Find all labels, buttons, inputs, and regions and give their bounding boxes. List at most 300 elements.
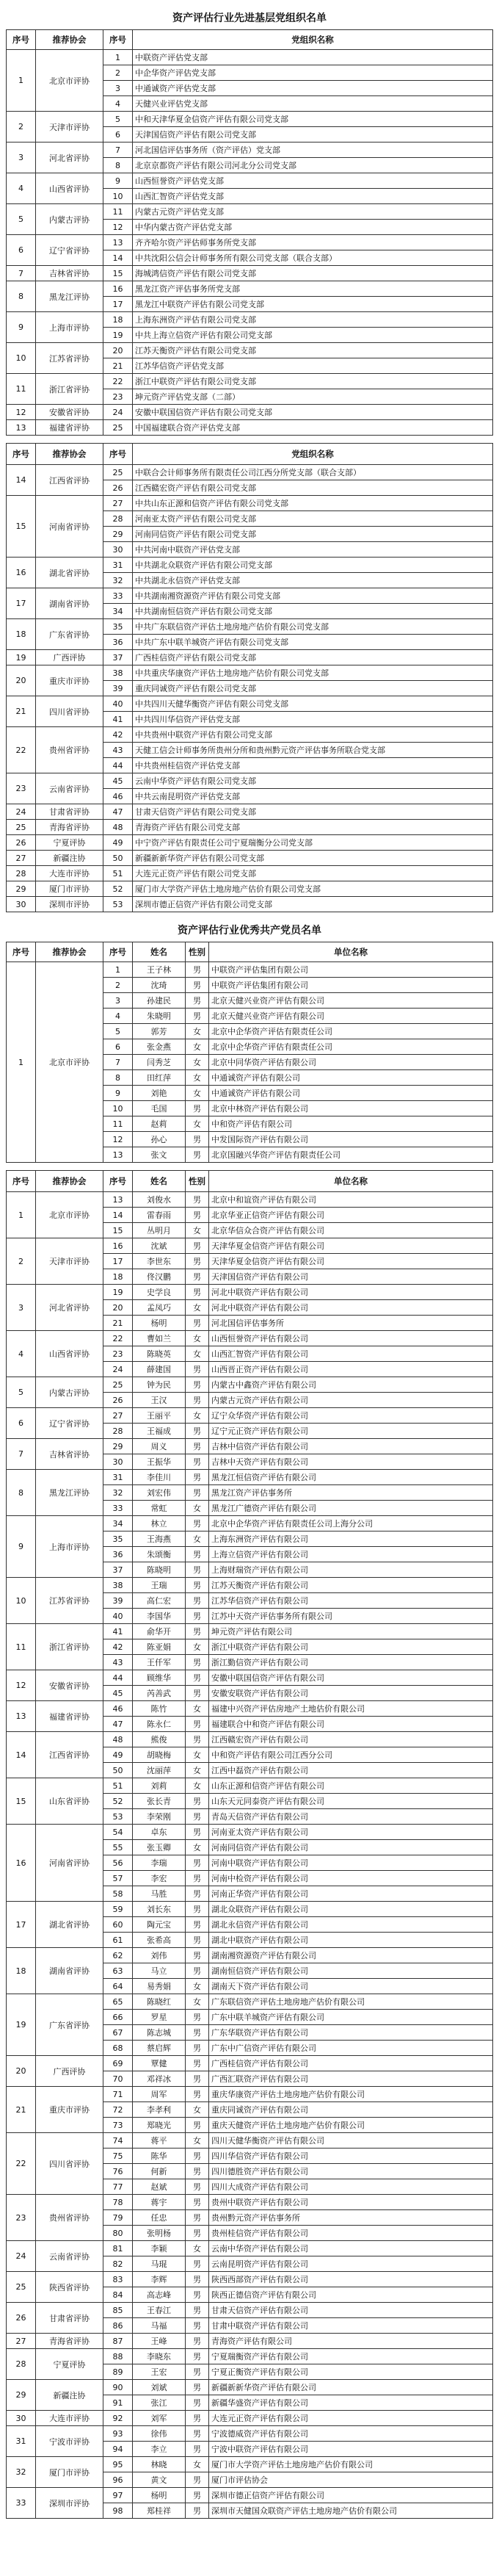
person-name: 陈竹 <box>133 1701 186 1717</box>
group-index: 20 <box>7 665 36 696</box>
person-name: 史学良 <box>133 1285 186 1300</box>
person-name: 朱晓明 <box>133 1009 186 1024</box>
person-name: 王瑞 <box>133 1578 186 1593</box>
group-index: 19 <box>7 650 36 665</box>
person-name: 佟汉鹏 <box>133 1269 186 1285</box>
org-table-2-body <box>7 465 493 912</box>
association-name: 青海省评协 <box>36 2334 103 2349</box>
gender: 男 <box>186 2071 209 2087</box>
row-index: 68 <box>103 2041 133 2056</box>
row-index: 8 <box>103 1070 133 1086</box>
gender: 男 <box>186 2041 209 2056</box>
gender: 男 <box>186 1732 209 1747</box>
row-index: 23 <box>103 389 133 405</box>
company-name: 内蒙古元资产评估有限公司 <box>209 1393 493 1408</box>
gender: 男 <box>186 1454 209 1470</box>
group-index: 32 <box>7 2457 36 2488</box>
row-index: 12 <box>103 220 133 235</box>
company-name: 厦门市评估协会 <box>209 2472 493 2488</box>
row-index: 56 <box>103 1855 133 1871</box>
row-index: 54 <box>103 1825 133 1840</box>
row-index: 43 <box>103 1655 133 1670</box>
person-name: 马胜 <box>133 1886 186 1902</box>
person-name: 卓东 <box>133 1825 186 1840</box>
group-index: 28 <box>7 2349 36 2380</box>
row-index: 13 <box>103 1192 133 1208</box>
association-name: 云南省评协 <box>36 2241 103 2272</box>
table-row <box>7 804 493 820</box>
header-org-name: 党组织名称 <box>133 444 493 465</box>
gender: 男 <box>186 1825 209 1840</box>
header-index: 序号 <box>7 444 36 465</box>
gender: 男 <box>186 1547 209 1562</box>
member-table-2-header <box>7 1171 493 1192</box>
row-index: 50 <box>103 1763 133 1778</box>
association-name: 天津市评协 <box>36 112 103 142</box>
row-index: 41 <box>103 712 133 727</box>
org-name: 中共广东中联羊城资产评估有限公司党支部 <box>133 635 493 650</box>
row-index: 24 <box>103 1362 133 1377</box>
gender: 男 <box>186 1809 209 1825</box>
table-row <box>7 1902 493 1917</box>
gender: 女 <box>186 1346 209 1362</box>
table-row <box>7 266 493 281</box>
company-name: 广西汇联资产评估有限公司 <box>209 2071 493 2087</box>
company-name: 安徽中联国信资产评估有限公司 <box>209 1670 493 1686</box>
org-name: 河南亚太资产评估有限公司党支部 <box>133 511 493 527</box>
row-index: 74 <box>103 2133 133 2149</box>
row-index: 17 <box>103 1254 133 1269</box>
gender: 女 <box>186 1763 209 1778</box>
person-name: 张长青 <box>133 1794 186 1809</box>
row-index: 86 <box>103 2318 133 2334</box>
association-name: 甘肃省评协 <box>36 804 103 820</box>
row-index: 59 <box>103 1902 133 1917</box>
person-name: 郑桂祥 <box>133 2503 186 2519</box>
row-index: 11 <box>103 204 133 220</box>
person-name: 陶元宝 <box>133 1917 186 1933</box>
row-index: 80 <box>103 2226 133 2241</box>
person-name: 沈琦 <box>133 978 186 993</box>
group-index: 7 <box>7 266 36 281</box>
table-row <box>7 1778 493 1794</box>
gender: 男 <box>186 2364 209 2380</box>
row-index: 14 <box>103 250 133 266</box>
header-association: 推荐协会 <box>36 444 103 465</box>
table-row <box>7 1670 493 1686</box>
group-index: 16 <box>7 558 36 588</box>
gender: 女 <box>186 1223 209 1238</box>
group-index: 28 <box>7 866 36 881</box>
person-name: 郑晓光 <box>133 2118 186 2133</box>
company-name: 四川华信资产评估有限公司 <box>209 2149 493 2164</box>
person-name: 黄文 <box>133 2472 186 2488</box>
row-index: 47 <box>103 1717 133 1732</box>
association-name: 江苏省评协 <box>36 1578 103 1624</box>
gender: 男 <box>186 2442 209 2457</box>
group-index: 19 <box>7 1994 36 2056</box>
association-name: 湖南省评协 <box>36 1948 103 1994</box>
person-name: 胡晓梅 <box>133 1747 186 1763</box>
row-index: 6 <box>103 127 133 142</box>
row-index: 87 <box>103 2334 133 2349</box>
org-name: 中共湖南恒信资产评估有限公司党支部 <box>133 604 493 619</box>
association-name: 北京市评协 <box>36 50 103 112</box>
row-index: 51 <box>103 1778 133 1794</box>
table-row <box>7 281 493 297</box>
row-index: 4 <box>103 1009 133 1024</box>
gender: 女 <box>186 1055 209 1070</box>
company-name: 深圳市天健国众联资产评估土地房地产估价有限公司 <box>209 2503 493 2519</box>
company-name: 陕西正德信资产评估有限公司 <box>209 2287 493 2303</box>
row-index: 21 <box>103 358 133 374</box>
association-name: 广西评协 <box>36 2056 103 2087</box>
gender: 男 <box>186 1670 209 1686</box>
gender: 男 <box>186 1902 209 1917</box>
row-index: 76 <box>103 2164 133 2179</box>
row-index: 81 <box>103 2241 133 2256</box>
person-name: 沈丽萍 <box>133 1763 186 1778</box>
company-name: 重庆天健资产评估土地房地产估价有限公司 <box>209 2118 493 2133</box>
association-name: 江西省评协 <box>36 1732 103 1778</box>
association-name: 青海省评协 <box>36 820 103 835</box>
row-index: 9 <box>103 1086 133 1101</box>
org-name: 上海东洲资产评估有限公司党支部 <box>133 312 493 328</box>
org-name: 海城鸿信资产评估有限公司党支部 <box>133 266 493 281</box>
group-index: 24 <box>7 2241 36 2272</box>
table-row <box>7 496 493 511</box>
gender: 女 <box>186 1531 209 1547</box>
association-name: 山东省评协 <box>36 1778 103 1825</box>
gender: 男 <box>186 2010 209 2025</box>
row-index: 91 <box>103 2395 133 2411</box>
association-name: 内蒙古评协 <box>36 1377 103 1408</box>
association-name: 福建省评协 <box>36 420 103 436</box>
person-name: 张明杨 <box>133 2226 186 2241</box>
group-index: 2 <box>7 112 36 142</box>
person-name: 刘俊水 <box>133 1192 186 1208</box>
group-index: 25 <box>7 820 36 835</box>
row-index: 19 <box>103 328 133 343</box>
row-index: 72 <box>103 2102 133 2118</box>
row-index: 33 <box>103 1501 133 1516</box>
gender: 女 <box>186 1116 209 1132</box>
person-name: 王丽平 <box>133 1408 186 1424</box>
row-index: 24 <box>103 405 133 420</box>
gender: 男 <box>186 1132 209 1147</box>
gender: 男 <box>186 962 209 978</box>
row-index: 44 <box>103 758 133 773</box>
person-name: 陈亚娟 <box>133 1639 186 1655</box>
row-index: 64 <box>103 1979 133 1994</box>
row-index: 21 <box>103 1316 133 1331</box>
association-name: 广东省评协 <box>36 1994 103 2056</box>
table-row <box>7 1238 493 1254</box>
person-name: 李立 <box>133 2442 186 2457</box>
company-name: 贵州中联资产评估有限公司 <box>209 2195 493 2210</box>
person-name: 李孝利 <box>133 2102 186 2118</box>
org-name: 内蒙古元资产评估党支部 <box>133 204 493 220</box>
row-index: 60 <box>103 1917 133 1933</box>
row-index: 79 <box>103 2210 133 2226</box>
table-row <box>7 1701 493 1717</box>
association-name: 广东省评协 <box>36 619 103 650</box>
gender: 男 <box>186 2195 209 2210</box>
group-index: 21 <box>7 696 36 727</box>
row-index: 25 <box>103 1377 133 1393</box>
association-name: 深圳市评协 <box>36 2488 103 2519</box>
row-index: 98 <box>103 2503 133 2519</box>
group-index: 4 <box>7 1331 36 1377</box>
gender: 男 <box>186 1470 209 1485</box>
row-index: 30 <box>103 1454 133 1470</box>
row-index: 63 <box>103 1963 133 1979</box>
group-index: 26 <box>7 835 36 851</box>
header-index: 序号 <box>7 1171 36 1192</box>
gender: 男 <box>186 1362 209 1377</box>
company-name: 湖北众联资产评估有限公司 <box>209 1902 493 1917</box>
person-name: 张玉卿 <box>133 1840 186 1855</box>
gender: 男 <box>186 1516 209 1531</box>
association-name: 云南省评协 <box>36 773 103 804</box>
group-index: 12 <box>7 405 36 420</box>
org-name: 中共湖北永信资产评估党支部 <box>133 573 493 588</box>
person-name: 陈晓红 <box>133 1994 186 2010</box>
gender: 男 <box>186 2411 209 2426</box>
row-index: 35 <box>103 619 133 635</box>
person-name: 李瑞 <box>133 1855 186 1871</box>
row-index: 27 <box>103 496 133 511</box>
table-row <box>7 50 493 65</box>
org-name: 黑龙江资产评估事务所党支部 <box>133 281 493 297</box>
person-name: 罗星 <box>133 2010 186 2025</box>
row-index: 94 <box>103 2442 133 2457</box>
company-name: 北京天健兴业资产评估有限公司 <box>209 993 493 1009</box>
table-row <box>7 727 493 743</box>
header-index: 序号 <box>7 942 36 962</box>
table-row <box>7 142 493 158</box>
association-name: 内蒙古评协 <box>36 204 103 235</box>
table-row <box>7 374 493 389</box>
association-name: 新疆注协 <box>36 851 103 866</box>
row-index: 52 <box>103 1794 133 1809</box>
person-name: 刘军 <box>133 2411 186 2426</box>
row-index: 73 <box>103 2118 133 2133</box>
person-name: 李宏 <box>133 1871 186 1886</box>
header-company: 单位名称 <box>209 942 493 962</box>
table-row <box>7 1331 493 1346</box>
person-name: 熊俊 <box>133 1732 186 1747</box>
group-index: 27 <box>7 851 36 866</box>
table-row <box>7 665 493 681</box>
company-name: 浙江中联资产评估有限公司 <box>209 1639 493 1655</box>
company-name: 贵州桂信资产评估有限公司 <box>209 2226 493 2241</box>
person-name: 易秀娟 <box>133 1979 186 1994</box>
person-name: 周义 <box>133 1439 186 1454</box>
row-index: 32 <box>103 573 133 588</box>
group-index: 17 <box>7 588 36 619</box>
company-name: 云南昆明资产评估有限公司 <box>209 2256 493 2272</box>
row-index: 39 <box>103 1593 133 1609</box>
company-name: 甘肃中联资产评估有限公司 <box>209 2318 493 2334</box>
person-name: 刘莉 <box>133 1778 186 1794</box>
table-row <box>7 343 493 358</box>
company-name: 江苏天衡资产评估有限公司 <box>209 1578 493 1593</box>
gender: 男 <box>186 2272 209 2287</box>
row-index: 65 <box>103 1994 133 2010</box>
header-association: 推荐协会 <box>36 942 103 962</box>
company-name: 内蒙古中鑫资产评估有限公司 <box>209 1377 493 1393</box>
row-index: 23 <box>103 1346 133 1362</box>
row-index: 18 <box>103 312 133 328</box>
row-index: 45 <box>103 773 133 789</box>
table-row <box>7 835 493 851</box>
table-row <box>7 851 493 866</box>
row-index: 10 <box>103 1101 133 1116</box>
company-name: 上海东洲资产评估有限公司 <box>209 1531 493 1547</box>
row-index: 49 <box>103 835 133 851</box>
org-name: 中共贵州中联资产评估有限公司党支部 <box>133 727 493 743</box>
org-name: 天健兴业评估党支部 <box>133 96 493 112</box>
person-name: 朱颂衡 <box>133 1547 186 1562</box>
gender: 男 <box>186 2226 209 2241</box>
company-name: 辽宁元正资产评估有限公司 <box>209 1424 493 1439</box>
row-index: 83 <box>103 2272 133 2287</box>
gender: 男 <box>186 1917 209 1933</box>
gender: 女 <box>186 1840 209 1855</box>
row-index: 39 <box>103 681 133 696</box>
gender: 男 <box>186 1439 209 1454</box>
gender: 男 <box>186 1238 209 1254</box>
company-name: 上海立信资产评估有限公司 <box>209 1547 493 1562</box>
gender: 男 <box>186 2056 209 2071</box>
row-index: 28 <box>103 1424 133 1439</box>
gender: 女 <box>186 1070 209 1086</box>
person-name: 王福成 <box>133 1424 186 1439</box>
company-name: 吉林中信资产评估有限公司 <box>209 1439 493 1454</box>
org-name: 齐齐哈尔资产评估师事务所党支部 <box>133 235 493 250</box>
row-index: 1 <box>103 962 133 978</box>
org-name: 山西汇智资产评估党支部 <box>133 189 493 204</box>
association-name: 广西评协 <box>36 650 103 665</box>
row-index: 18 <box>103 1269 133 1285</box>
person-name: 王振华 <box>133 1454 186 1470</box>
person-name: 李辉 <box>133 2272 186 2287</box>
org-name: 中共四川天健华衡资产评估有限公司党支部 <box>133 696 493 712</box>
person-name: 芮善武 <box>133 1686 186 1701</box>
company-name: 中和资产评估有限公司 <box>209 1116 493 1132</box>
company-name: 山西晋正资产评估有限公司 <box>209 1362 493 1377</box>
gender: 男 <box>186 1377 209 1393</box>
org-name: 中通诚资产评估党支部 <box>133 81 493 96</box>
row-index: 43 <box>103 743 133 758</box>
table-row <box>7 2133 493 2149</box>
company-name: 大连元正资产评估有限公司 <box>209 2411 493 2426</box>
gender: 男 <box>186 1686 209 1701</box>
person-name: 覃健 <box>133 2056 186 2071</box>
table-row <box>7 2349 493 2364</box>
row-index: 40 <box>103 1609 133 1624</box>
gender: 男 <box>186 2164 209 2179</box>
person-name: 高仁宏 <box>133 1593 186 1609</box>
person-name: 王宏 <box>133 2364 186 2380</box>
org-name: 中共河南中联资产评估党支部 <box>133 542 493 558</box>
association-name: 浙江省评协 <box>36 1624 103 1670</box>
association-name: 大连市评协 <box>36 2411 103 2426</box>
row-index: 31 <box>103 1470 133 1485</box>
person-name: 张希高 <box>133 1933 186 1948</box>
group-index: 17 <box>7 1902 36 1948</box>
company-name: 江西赣宏资产评估有限公司 <box>209 1732 493 1747</box>
association-name: 甘肃省评协 <box>36 2303 103 2334</box>
table-row <box>7 588 493 604</box>
org-name: 中和天津华夏金信资产评估有限公司党支部 <box>133 112 493 127</box>
row-index: 75 <box>103 2149 133 2164</box>
group-index: 27 <box>7 2334 36 2349</box>
org-name: 河南同信资产评估有限公司党支部 <box>133 527 493 542</box>
person-name: 蒋宇 <box>133 2195 186 2210</box>
table-row <box>7 1439 493 1454</box>
table-row <box>7 2457 493 2472</box>
table-row <box>7 420 493 436</box>
table-row <box>7 558 493 573</box>
gender: 女 <box>186 1701 209 1717</box>
gender: 男 <box>186 2210 209 2226</box>
row-index: 25 <box>103 420 133 436</box>
gender: 男 <box>186 1655 209 1670</box>
org-name: 黑龙江中联资产评估有限公司党支部 <box>133 297 493 312</box>
member-table-1-body <box>7 962 493 1163</box>
company-name: 浙江勤信资产评估有限公司 <box>209 1655 493 1670</box>
association-name: 重庆市评协 <box>36 2087 103 2133</box>
table-row <box>7 173 493 189</box>
company-name: 中联资产评估集团有限公司 <box>209 962 493 978</box>
association-name: 江苏省评协 <box>36 343 103 374</box>
association-name: 湖北省评协 <box>36 558 103 588</box>
gender: 男 <box>186 1254 209 1269</box>
row-index: 61 <box>103 1933 133 1948</box>
company-name: 广东华联资产评估有限公司 <box>209 2025 493 2041</box>
company-name: 青岛天信资产评估有限公司 <box>209 1809 493 1825</box>
company-name: 山西恒誉资产评估有限公司 <box>209 1331 493 1346</box>
row-index: 70 <box>103 2071 133 2087</box>
row-index: 42 <box>103 1639 133 1655</box>
table-row <box>7 1994 493 2010</box>
table-row <box>7 1377 493 1393</box>
table-row <box>7 112 493 127</box>
row-index: 66 <box>103 2010 133 2025</box>
group-index: 9 <box>7 1516 36 1578</box>
gender: 男 <box>186 1562 209 1578</box>
group-index: 14 <box>7 1732 36 1778</box>
table-row <box>7 2195 493 2210</box>
group-index: 11 <box>7 1624 36 1670</box>
row-index: 3 <box>103 993 133 1009</box>
association-name: 新疆注协 <box>36 2380 103 2411</box>
association-name: 贵州省评协 <box>36 727 103 773</box>
table-row <box>7 1408 493 1424</box>
table-row <box>7 312 493 328</box>
group-index: 8 <box>7 281 36 312</box>
header-org-name: 党组织名称 <box>133 30 493 50</box>
group-index: 5 <box>7 204 36 235</box>
person-name: 李佳川 <box>133 1470 186 1485</box>
row-index: 57 <box>103 1871 133 1886</box>
person-name: 曹如兰 <box>133 1331 186 1346</box>
company-name: 新疆新新华资产评估有限公司 <box>209 2380 493 2395</box>
org-name: 安徽中联国信资产评估有限公司党支部 <box>133 405 493 420</box>
gender: 男 <box>186 1609 209 1624</box>
